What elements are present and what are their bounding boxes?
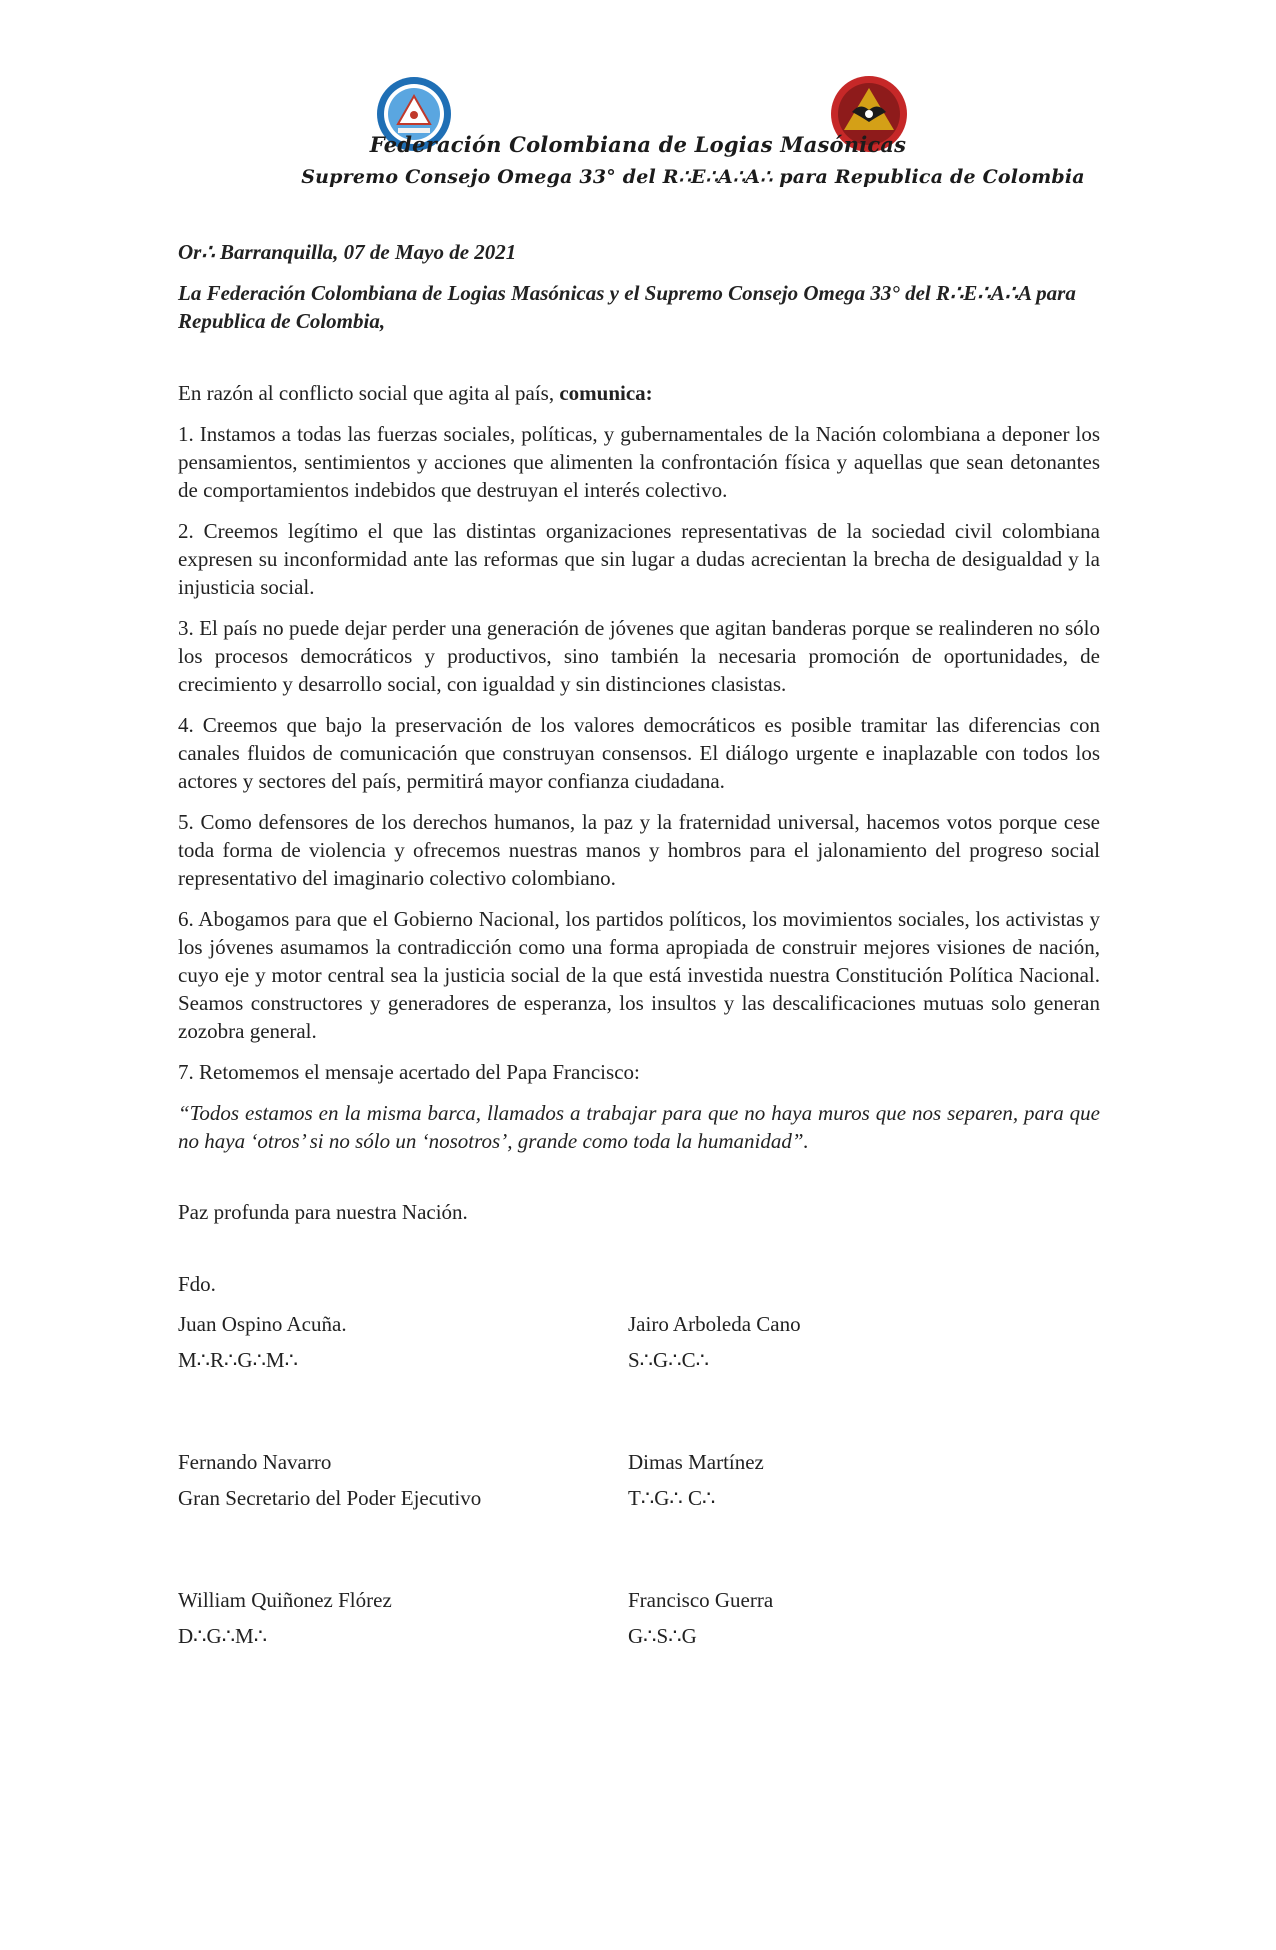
- letter-closing: Paz profunda para nuestra Nación.: [178, 1200, 468, 1224]
- paragraph-2: 2. Creemos legítimo el que las distintas organizaciones representativas de la sociedad civil colombiana expresen su inconformidad ante las reformas que sin lugar a dudas acrecientan la brecha de desigualdad y la injusticia social.: [178, 519, 1100, 599]
- signatory-name: Dimas Martínez: [628, 1450, 764, 1474]
- signature-row: [178, 1484, 1100, 1520]
- signatory-title: D∴G∴M∴: [178, 1624, 268, 1648]
- signatory-title: Gran Secretario del Poder Ejecutivo: [178, 1486, 482, 1510]
- signature-row: [178, 1622, 1100, 1658]
- signature-row: [178, 1346, 1100, 1382]
- letterhead-title: Federación Colombiana de Logias Masónicas: [369, 132, 907, 157]
- signature-row: [178, 1448, 1100, 1484]
- letter-addressee: La Federación Colombiana de Logias Masónicas y el Supremo Consejo Omega 33° del R∴E∴A∴A para Republica de Colombia,: [178, 281, 1076, 333]
- pope-quote: “Todos estamos en la misma barca, llamados a trabajar para que no haya muros que nos separen, para que no haya ‘otros’ si no sólo un ‘nosotros’, grande como toda la humanidad”.: [178, 1101, 1100, 1153]
- letter-date: Or∴ Barranquilla, 07 de Mayo de 2021: [178, 240, 517, 264]
- letter-intro: [178, 379, 1100, 407]
- signature-row: [178, 1310, 1100, 1346]
- signatory-title: G∴S∴G: [628, 1624, 697, 1648]
- paragraph-1: 1. Instamos a todas las fuerzas sociales, políticas, y gubernamentales de la Nación colombiana a deponer los pensamientos, sentimientos y acciones que alimenten la confrontación física y aquellas que sean detonantes de comportamientos indebidos que destruyan el interés colectivo.: [178, 422, 1100, 502]
- signed-label: Fdo.: [178, 1272, 216, 1296]
- signatory-name: Juan Ospino Acuña.: [178, 1312, 347, 1336]
- signatory-title: T∴G∴ C∴: [628, 1486, 716, 1510]
- paragraph-6: 6. Abogamos para que el Gobierno Nacional, los partidos políticos, los movimientos sociales, los activistas y los jóvenes asumamos la contradicción como una forma apropiada de construir mejores visiones de nación, cuyo eje y motor central sea la justicia social de la que está investida nuestra Constitución Política Nacional. Seamos constructores y generadores de esperanza, los insultos y las descalificaciones mutuas solo generan zozobra general.: [178, 907, 1100, 1043]
- signature-row: [178, 1586, 1100, 1622]
- letterhead: [0, 0, 1276, 215]
- signatory-name: Fernando Navarro: [178, 1450, 332, 1474]
- letter-body: [178, 238, 1100, 1658]
- paragraph-7: 7. Retomemos el mensaje acertado del Papa Francisco:: [178, 1060, 640, 1084]
- paragraph-4: 4. Creemos que bajo la preservación de los valores democráticos es posible tramitar las diferencias con canales fluidos de comunicación que construyan consensos. El diálogo urgente e inaplazable con todos los actores y sectores del país, permitirá mayor confianza ciudadana.: [178, 713, 1100, 793]
- paragraph-3: 3. El país no puede dejar perder una generación de jóvenes que agitan banderas porque se realinderen no sólo los procesos democráticos y productivos, sino también la necesaria promoción de oportunidades, de crecimiento y desarrollo social, con igualdad y sin distinciones clasistas.: [178, 616, 1100, 696]
- signatory-title: M∴R∴G∴M∴: [178, 1348, 298, 1372]
- intro-text: En razón al conflicto social que agita al país,: [178, 381, 560, 405]
- signatory-name: Francisco Guerra: [628, 1588, 774, 1612]
- signatory-name: Jairo Arboleda Cano: [628, 1312, 801, 1336]
- intro-bold: comunica:: [559, 381, 653, 405]
- signatory-name: William Quiñonez Flórez: [178, 1588, 392, 1612]
- signatory-title: S∴G∴C∴: [628, 1348, 709, 1372]
- paragraph-5: 5. Como defensores de los derechos humanos, la paz y la fraternidad universal, hacemos votos porque cese toda forma de violencia y ofrecemos nuestras manos y hombros para el jalonamiento del progreso social representativo del imaginario colectivo colombiano.: [178, 810, 1100, 890]
- letterhead-subtitle: Supremo Consejo Omega 33° del R∴E∴A∴A∴ para Republica de Colombia: [301, 166, 1085, 188]
